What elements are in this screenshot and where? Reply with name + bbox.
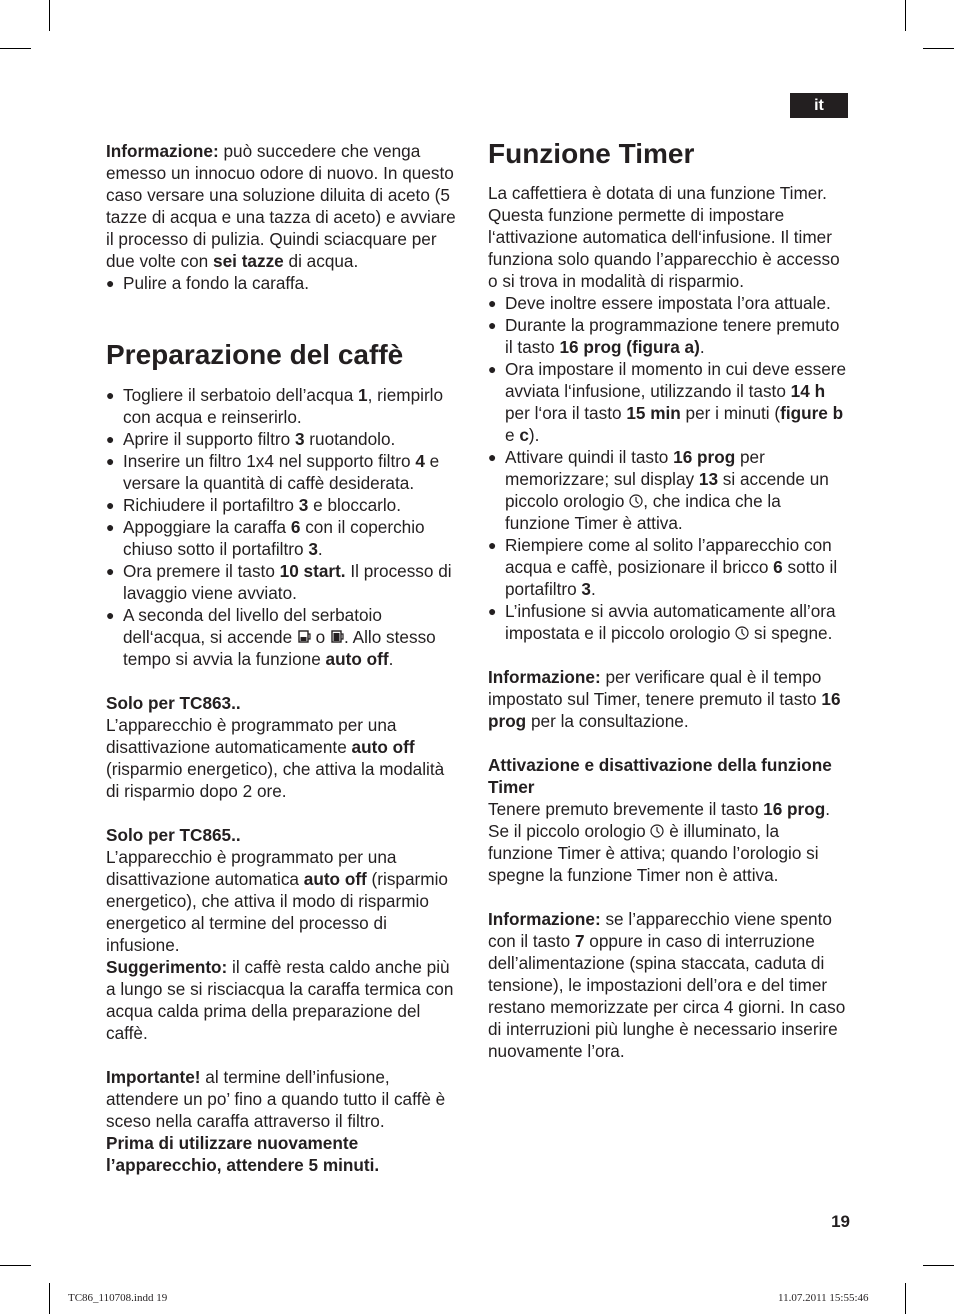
left-column	[106, 140, 462, 1176]
info-label: Informazione:	[106, 141, 219, 161]
clock-icon	[650, 824, 664, 838]
crop-mark	[0, 48, 31, 49]
carafe-full-icon	[330, 630, 344, 644]
bullet-item: ● Aprire il supporto filtro 3 ruotandolo.	[106, 428, 462, 450]
crop-mark	[905, 0, 906, 31]
bullet-item: ● Richiudere il portafiltro 3 e bloccarlo.	[106, 494, 462, 516]
heading-coffee-preparation: Preparazione del caffè	[106, 339, 404, 370]
bullet-item: ● Riempiere come al solito l’apparecchio con acqua e caffè, posizionare il bricco 6 sotto il portafiltro 3.	[488, 534, 848, 600]
bullet-item: ● Attivare quindi il tasto 16 prog per memorizzare; sul display 13 si accende un piccolo orologio , che indica che la funzione Timer è attiva.	[488, 446, 848, 534]
crop-mark	[0, 1265, 31, 1266]
bullet-item: ● Deve inoltre essere impostata l’ora attuale.	[488, 292, 848, 314]
heading-timer-function: Funzione Timer	[488, 138, 695, 169]
crop-mark	[923, 48, 954, 49]
info-timer-check: Informazione: per verificare qual è il tempo impostato sul Timer, tenere premuto il tasto 16 prog per la consultazione.	[488, 667, 841, 731]
bullet-item: ● A seconda del livello del serbatoio dell‘acqua, si accende o . Allo stesso tempo si avvia la funzione auto off.	[106, 604, 462, 670]
right-column	[488, 140, 848, 1062]
page-number: 19	[831, 1212, 850, 1231]
clock-icon	[735, 626, 749, 640]
bullet-item: ● Durante la programmazione tenere premuto il tasto 16 prog (figura a).	[488, 314, 848, 358]
timer-intro-2: Questa funzione permette di impostare l‘attivazione automatica dell‘infusione. Il timer funziona solo quando l’apparecchio è accesso o si trova in modalità di risparmio.	[488, 205, 840, 291]
crop-mark	[905, 1283, 906, 1314]
bullet-item: ● Togliere il serbatoio dell’acqua 1, riempirlo con acqua e reinserirlo.	[106, 384, 462, 428]
footer-file: TC86_110708.indd 19	[68, 1292, 168, 1304]
timer-intro-1: La caffettiera è dotata di una funzione Timer.	[488, 183, 827, 203]
important-bold: Prima di utilizzare nuovamente l’apparecchio, attendere 5 minuti.	[106, 1133, 380, 1175]
bullet-clean-carafe: ● Pulire a fondo la caraffa.	[106, 272, 462, 294]
info-paragraph: Informazione: può succedere che venga emesso un innocuo odore di nuovo. In questo caso versare una soluzione diluita di aceto (5 tazze di acqua e una tazza di aceto) e avviare il processo di pulizia. Quindi sciacquare per due volte con sei tazze di acqua.	[106, 141, 456, 271]
tc863-text: L’apparecchio è programmato per una disattivazione automaticamente auto off (risparmio energetico), che attiva la modalità di risparmio dopo 2 ore.	[106, 715, 445, 801]
bullet-item: ● Appoggiare la caraffa 6 con il coperchio chiuso sotto il portafiltro 3.	[106, 516, 462, 560]
important-paragraph: Importante! al termine dell’infusione, attendere un po’ fino a quando tutto il caffè è sceso nella caraffa attraverso il filtro.	[106, 1067, 446, 1131]
bullet-item: ● L’infusione si avvia automaticamente all’ora impostata e il piccolo orologio si spegne.	[488, 600, 848, 644]
tc865-title: Solo per TC865..	[106, 825, 241, 845]
bullet-item: ● Ora premere il tasto 10 start. Il processo di lavaggio viene avviato.	[106, 560, 462, 604]
activation-title: Attivazione e disattivazione della funzione Timer	[488, 755, 832, 797]
bullet-item: ● Inserire un filtro 1x4 nel supporto filtro 4 e versare la quantità di caffè desiderata.	[106, 450, 462, 494]
clock-icon	[629, 494, 643, 508]
crop-mark	[49, 0, 50, 31]
crop-mark	[923, 1265, 954, 1266]
footer-date: 11.07.2011 15:55:46	[778, 1292, 869, 1304]
tc863-title: Solo per TC863..	[106, 693, 241, 713]
tip-paragraph: Suggerimento: il caffè resta caldo anche più a lungo se si risciacqua la caraffa termica con acqua calda prima della preparazione del caffè.	[106, 957, 454, 1043]
bullet-item: ● Ora impostare il momento in cui deve essere avviata l‘infusione, utilizzando il tasto 14 h per l‘ora il tasto 15 min per i minuti (figure b e c).	[488, 358, 848, 446]
crop-mark	[49, 1283, 50, 1314]
language-tab: it	[790, 93, 848, 118]
info-power-off: Informazione: se l’apparecchio viene spento con il tasto 7 oppure in caso di interruzione dell’alimentazione (spina staccata, caduta di tensione), le impostazioni dell’ora e del timer restano memorizzate per circa 4 giorni. In caso di interruzioni più lunghe è necessario inserire nuovamente l’ora.	[488, 909, 846, 1061]
tc865-text: L’apparecchio è programmato per una disattivazione automatica auto off (risparmio energetico), che attiva il modo di risparmio energetico al termine del processo di infusione.	[106, 847, 448, 955]
activation-text: Tenere premuto brevemente il tasto 16 prog. Se il piccolo orologio è illuminato, la funzione Timer è attiva; quando l’orologio si spegne la funzione Timer non è attiva.	[488, 799, 831, 885]
carafe-half-icon	[297, 630, 311, 644]
